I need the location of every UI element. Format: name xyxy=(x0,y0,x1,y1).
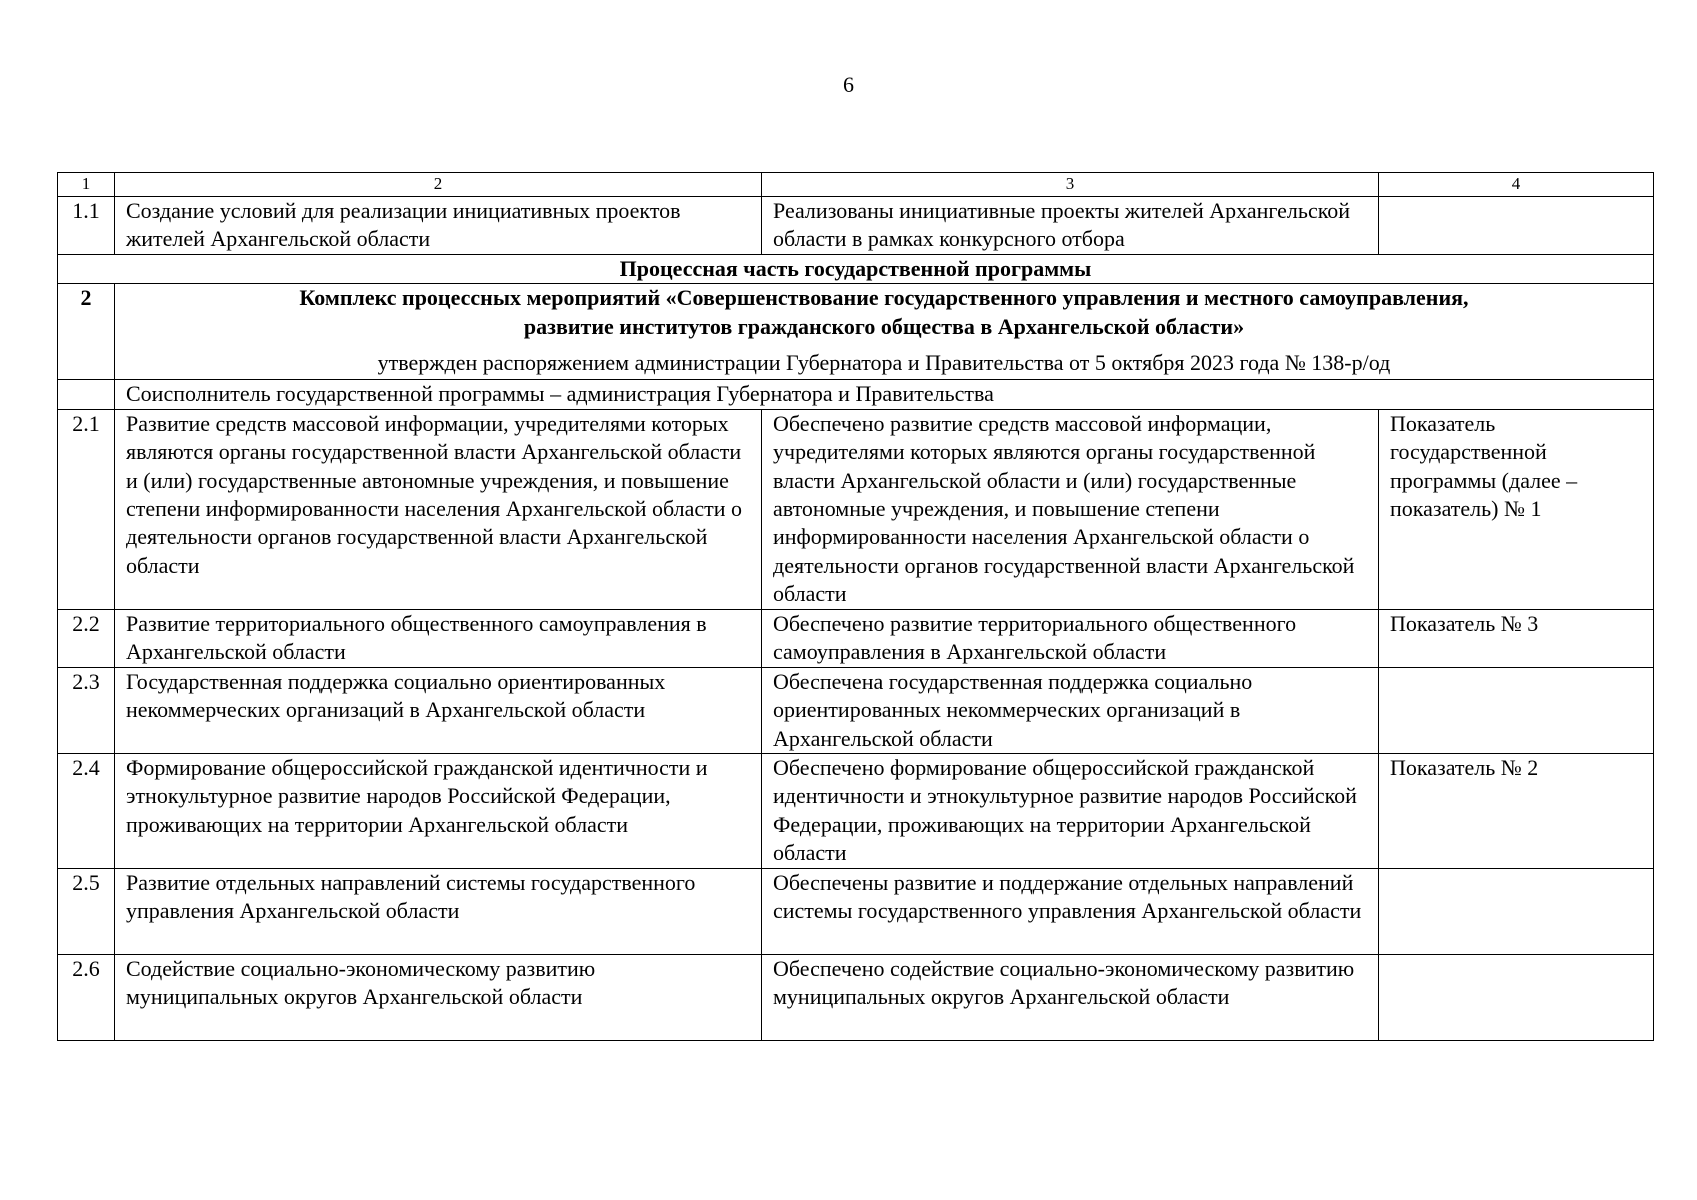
table-row xyxy=(58,754,1654,869)
row-number: 2.5 xyxy=(58,868,115,954)
table-row xyxy=(58,197,1654,255)
indicator-cell: Показатель № 3 xyxy=(1379,609,1654,667)
complex-title-line-1: Комплекс процессных мероприятий «Совершенствование государственного управления и местного самоуправления, xyxy=(299,285,1469,311)
result-cell: Реализованы инициативные проекты жителей Архангельской области в рамках конкурсного отбора xyxy=(762,197,1379,255)
complex-row xyxy=(58,284,1654,380)
page-number: 6 xyxy=(843,72,854,97)
indicator-cell xyxy=(1379,868,1654,954)
table-row xyxy=(58,667,1654,753)
coexecutor-text: Соисполнитель государственной программы – администрация Губернатора и Правительства xyxy=(115,380,1654,409)
task-cell: Формирование общероссийской гражданской идентичности и этнокультурное развитие народов Российской Федерации, проживающих на территории Архангельской области xyxy=(115,754,762,869)
result-cell: Обеспечено развитие средств массовой информации, учредителями которых являются органы государственной власти Архангельской области и (или) государственные автономные учреждения, и повышение степени информированности населения Архангельской области о деятельности органов государственной власти Архангельской области xyxy=(762,409,1379,609)
section-row xyxy=(58,255,1654,284)
result-cell: Обеспечены развитие и поддержание отдельных направлений системы государственного управления Архангельской области xyxy=(762,868,1379,954)
task-cell: Содействие социально-экономическому развитию муниципальных округов Архангельской области xyxy=(115,954,762,1040)
result-cell: Обеспечено содействие социально-экономическому развитию муниципальных округов Архангельской области xyxy=(762,954,1379,1040)
indicator-cell xyxy=(1379,954,1654,1040)
row-number: 2.3 xyxy=(58,667,115,753)
table-row xyxy=(58,409,1654,609)
indicator-cell xyxy=(1379,197,1654,255)
program-table xyxy=(57,172,1654,1041)
row-number: 2.1 xyxy=(58,409,115,609)
complex-number: 2 xyxy=(58,284,115,380)
table-row xyxy=(58,954,1654,1040)
row-number: 2.4 xyxy=(58,754,115,869)
column-number-3: 3 xyxy=(762,173,1379,197)
column-number-2: 2 xyxy=(115,173,762,197)
column-number-1: 1 xyxy=(58,173,115,197)
table-row xyxy=(58,868,1654,954)
row-number: 2.2 xyxy=(58,609,115,667)
indicator-cell: Показатель государственной программы (далее – показатель) № 1 xyxy=(1379,409,1654,609)
result-cell: Обеспечено развитие территориального общественного самоуправления в Архангельской области xyxy=(762,609,1379,667)
complex-approval-note: утвержден распоряжением администрации Губернатора и Правительства от 5 октября 2023 года № 138-р/од xyxy=(377,350,1391,376)
table-header-row xyxy=(58,173,1654,197)
indicator-cell: Показатель № 2 xyxy=(1379,754,1654,869)
section-title: Процессная часть государственной программы xyxy=(58,255,1654,284)
task-cell: Развитие отдельных направлений системы государственного управления Архангельской области xyxy=(115,868,762,954)
indicator-cell xyxy=(1379,667,1654,753)
result-cell: Обеспечена государственная поддержка социально ориентированных некоммерческих организаций в Архангельской области xyxy=(762,667,1379,753)
complex-title xyxy=(115,284,1654,380)
column-number-4: 4 xyxy=(1379,173,1654,197)
task-cell: Государственная поддержка социально ориентированных некоммерческих организаций в Архангельской области xyxy=(115,667,762,753)
complex-title-line-2: развитие институтов гражданского общества в Архангельской области» xyxy=(523,313,1245,339)
row-number: 2.6 xyxy=(58,954,115,1040)
row-number: 1.1 xyxy=(58,197,115,255)
table-row xyxy=(58,609,1654,667)
coexecutor-empty-cell xyxy=(58,380,115,409)
task-cell: Создание условий для реализации инициативных проектов жителей Архангельской области xyxy=(115,197,762,255)
result-cell: Обеспечено формирование общероссийской гражданской идентичности и этнокультурное развитие народов Российской Федерации, проживающих на территории Архангельской области xyxy=(762,754,1379,869)
coexecutor-row xyxy=(58,380,1654,409)
task-cell: Развитие средств массовой информации, учредителями которых являются органы государственной власти Архангельской области и (или) государственные автономные учреждения, и повышение степени информированности населения Архангельской области о деятельности органов государственной власти Архангельской области xyxy=(115,409,762,609)
task-cell: Развитие территориального общественного самоуправления в Архангельской области xyxy=(115,609,762,667)
